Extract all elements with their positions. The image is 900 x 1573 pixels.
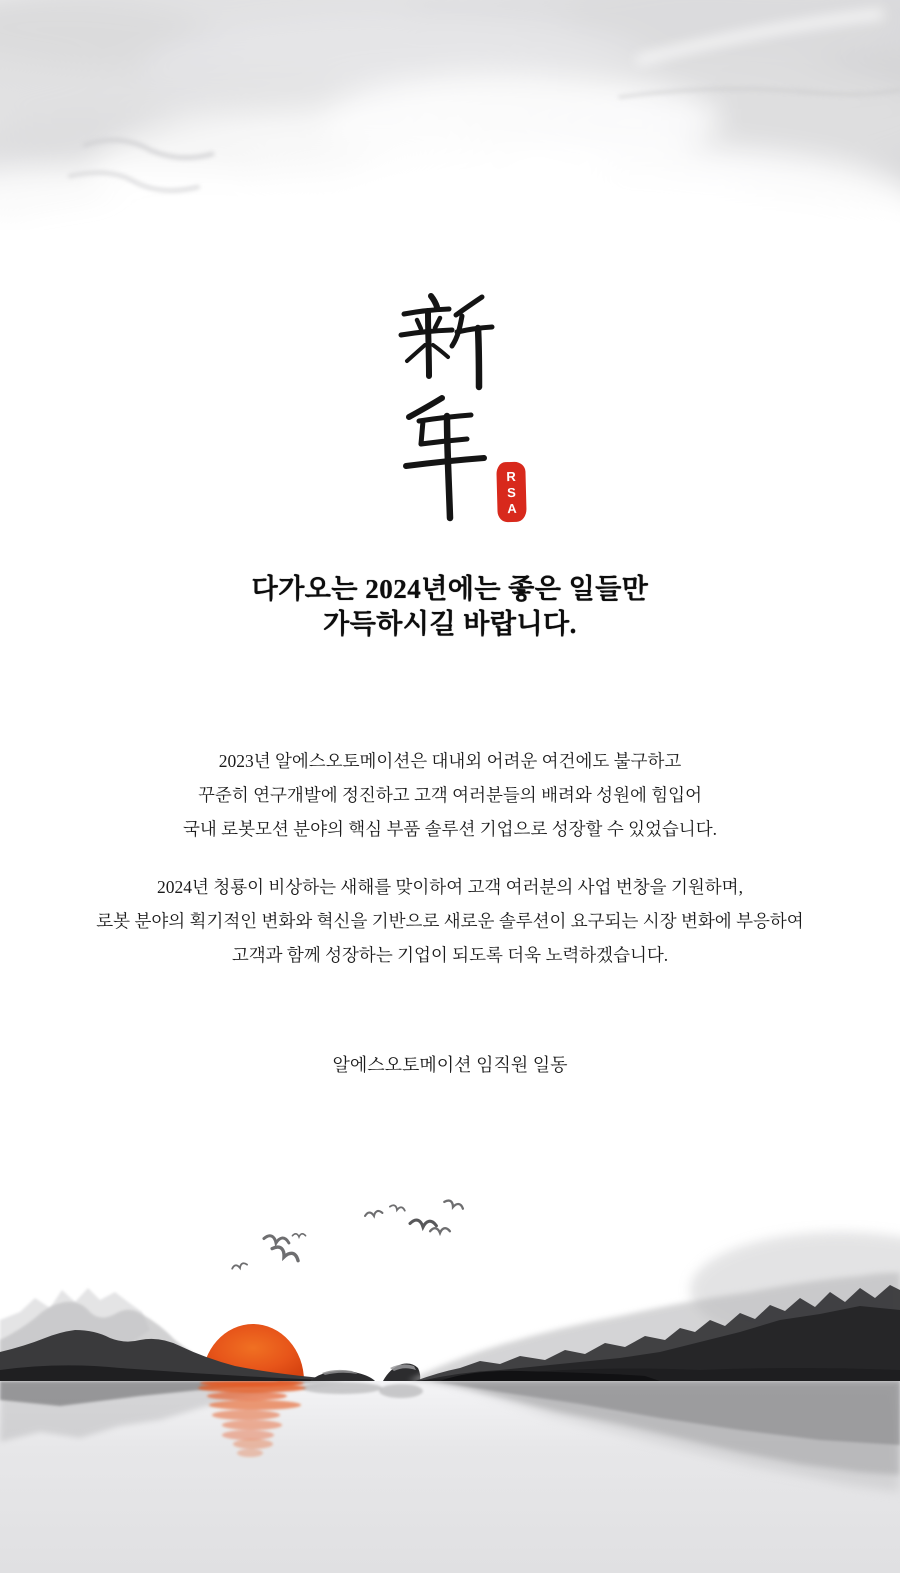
bird-icon (390, 1204, 406, 1212)
signature-line: 알에스오토메이션 임직원 일동 (332, 1055, 568, 1075)
message-line: 꾸준히 연구개발에 정진하고 고객 여러분들의 배려와 성원에 힘입어 (198, 785, 702, 805)
rsa-seal-stamp (496, 462, 527, 523)
greeting-headline (0, 572, 900, 642)
message-line: 로봇 분야의 획기적인 변화와 혁신을 기반으로 새로운 솔루션이 요구되는 시장 변화에 부응하여 (96, 911, 804, 931)
seal-letter: R (506, 468, 516, 484)
cloud-wash-graphic (0, 0, 900, 230)
seal-letter: S (506, 484, 517, 500)
bird-icon (292, 1234, 305, 1237)
seal-letter: A (507, 500, 517, 516)
greeting-line-2: 가득하시길 바랍니다. (323, 609, 577, 639)
bird-icon (410, 1219, 437, 1228)
message-paragraph-2 (0, 870, 900, 972)
greeting-line-1: 다가오는 2024년에는 좋은 일들만 (251, 574, 649, 604)
message-paragraph-1 (0, 744, 900, 846)
calligraphy-char-top (400, 292, 496, 388)
bird-icon (232, 1262, 248, 1270)
bird-flock (232, 1199, 464, 1270)
message-line: 고객과 함께 성장하는 기업이 되도록 더욱 노력하겠습니다. (231, 945, 669, 965)
bird-icon (271, 1245, 300, 1263)
message-line: 2023년 알에스오토메이션은 대내외 어려운 여건에도 불구하고 (218, 751, 682, 771)
sunrise-landscape-graphic (0, 1180, 900, 1573)
islands (302, 1364, 423, 1399)
message-line: 국내 로봇모션 분야의 핵심 부품 솔루션 기업으로 성장할 수 있었습니다. (183, 819, 717, 839)
right-mountain-range (408, 1232, 900, 1381)
bird-icon (430, 1228, 450, 1233)
bird-icon (264, 1235, 290, 1245)
bird-icon (365, 1210, 383, 1217)
message-line: 2024년 청룡이 비상하는 새해를 맞이하여 고객 여러분의 사업 번창을 기원하며, (157, 877, 743, 897)
bird-icon (444, 1199, 464, 1210)
